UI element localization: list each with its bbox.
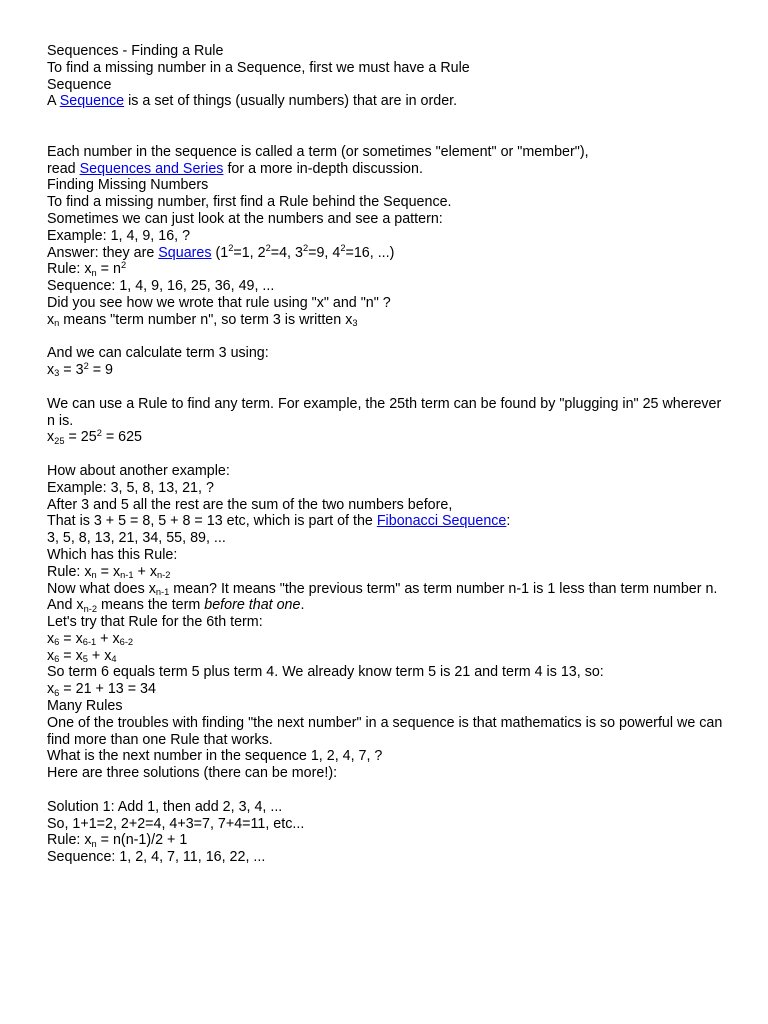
link-fibonacci-sequence[interactable]: Fibonacci Sequence: [376, 513, 507, 530]
paragraph-line: After 3 and 5 all the rest are the sum of the two numbers before,: [47, 496, 453, 513]
spacer: [47, 329, 727, 346]
paragraph-before-that: And $x_{n-2}$ means the term before that one.: [47, 597, 305, 614]
solution-1-sequence: Sequence: 1, 2, 4, 7, 11, 16, 22, ...: [47, 849, 266, 866]
example-1: Example: 1, 4, 9, 16, ?: [47, 227, 191, 244]
section-heading-many-rules: Many Rules: [47, 698, 123, 715]
example-2: Example: 3, 5, 8, 13, 21, ?: [47, 479, 214, 496]
paragraph-line: What is the next number in the sequence 1, 2, 4, 7, ?: [47, 748, 383, 765]
spacer: [47, 127, 727, 144]
spacer: [47, 782, 727, 799]
paragraph-troubles: One of the troubles with finding "the next number" in a sequence is that mathematics is so powerful we can find more than one Rule that works.: [47, 714, 723, 748]
answer-squares: Answer: they are Squares ($1^2=1$, $2^2=4$, $3^2=9$, $4^2=16$, ...): [47, 243, 395, 261]
paragraph-previous-term: Now what does $x_{n-1}$ mean? It means "the previous term" as term number n-1 is 1 less than term number n.: [47, 580, 718, 597]
sequence-definition: A Sequence is a set of things (usually numbers) that are in order.: [47, 93, 458, 110]
paragraph-use-rule: We can use a Rule to find any term. For example, the 25th term can be found by "plugging in" 25 wherever n is.: [47, 395, 722, 429]
document-title: Sequences - Finding a Rule: [47, 43, 224, 59]
sequence-squares: Sequence: 1, 4, 9, 16, 25, 36, 49, ...: [47, 278, 275, 295]
section-heading-sequence: Sequence: [47, 76, 112, 93]
paragraph-line: Let's try that Rule for the 6th term:: [47, 614, 263, 631]
rule-fibonacci: Rule: $x_n = x_{n-1} + x_{n-2}$: [47, 563, 171, 581]
equation-x6-c: $x_6 = 21 + 13 = 34$: [47, 681, 156, 698]
paragraph-line: And we can calculate term 3 using:: [47, 345, 269, 362]
paragraph-line: How about another example:: [47, 462, 230, 479]
link-squares[interactable]: Squares: [158, 244, 212, 261]
fibonacci-line: That is 3 + 5 = 8, 5 + 8 = 13 etc, which is part of the Fibonacci Sequence:: [47, 513, 511, 530]
document-subtitle: To find a missing number in a Sequence, first we must have a Rule: [47, 59, 470, 76]
link-sequences-and-series[interactable]: Sequences and Series: [79, 160, 224, 177]
spacer: [47, 379, 727, 396]
equation-x6-b: $x_6 = x_5 + x_4$: [47, 647, 117, 664]
paragraph-line: Sometimes we can just look at the numbers and see a pattern:: [47, 210, 443, 227]
fibonacci-sequence-values: 3, 5, 8, 13, 21, 34, 55, 89, ...: [47, 530, 226, 547]
paragraph-line: Which has this Rule:: [47, 546, 178, 563]
equation-x25: $x_{25} = 25^2 = 625$: [47, 428, 143, 446]
document-page: [47, 43, 727, 866]
spacer: [47, 446, 727, 463]
paragraph-line: Did you see how we wrote that rule using "x" and "n" ?: [47, 294, 391, 311]
rule-squares: Rule: $x_n = n^2$: [47, 260, 127, 278]
read-more-line: read Sequences and Series for a more in-depth discussion.: [47, 160, 423, 177]
section-heading-finding-missing: Finding Missing Numbers: [47, 177, 209, 194]
link-sequence[interactable]: Sequence: [59, 93, 125, 110]
spacer: [47, 110, 727, 127]
equation-x3: $x_3 = 3^2 = 9$: [47, 361, 113, 379]
term-explanation: Each number in the sequence is called a term (or sometimes "element" or "member"),: [47, 143, 589, 160]
paragraph-line: To find a missing number, first find a Rule behind the Sequence.: [47, 194, 452, 211]
solution-1-rule: Rule: $x_n = n(n-1)/2 + 1$: [47, 832, 188, 849]
solution-1-sums: So, 1+1=2, 2+2=4, 4+3=7, 7+4=11, etc...: [47, 815, 305, 832]
solution-1: Solution 1: Add 1, then add 2, 3, 4, ...: [47, 798, 283, 815]
paragraph-line: Here are three solutions (there can be more!):: [47, 765, 338, 782]
equation-x6-a: $x_6 = x_{6-1} + x_{6-2}$: [47, 630, 134, 648]
xn-meaning: $x_n$ means "term number n", so term 3 is written $x_3$: [47, 311, 358, 329]
paragraph-line: So term 6 equals term 5 plus term 4. We already know term 5 is 21 and term 4 is 13, so:: [47, 664, 604, 681]
